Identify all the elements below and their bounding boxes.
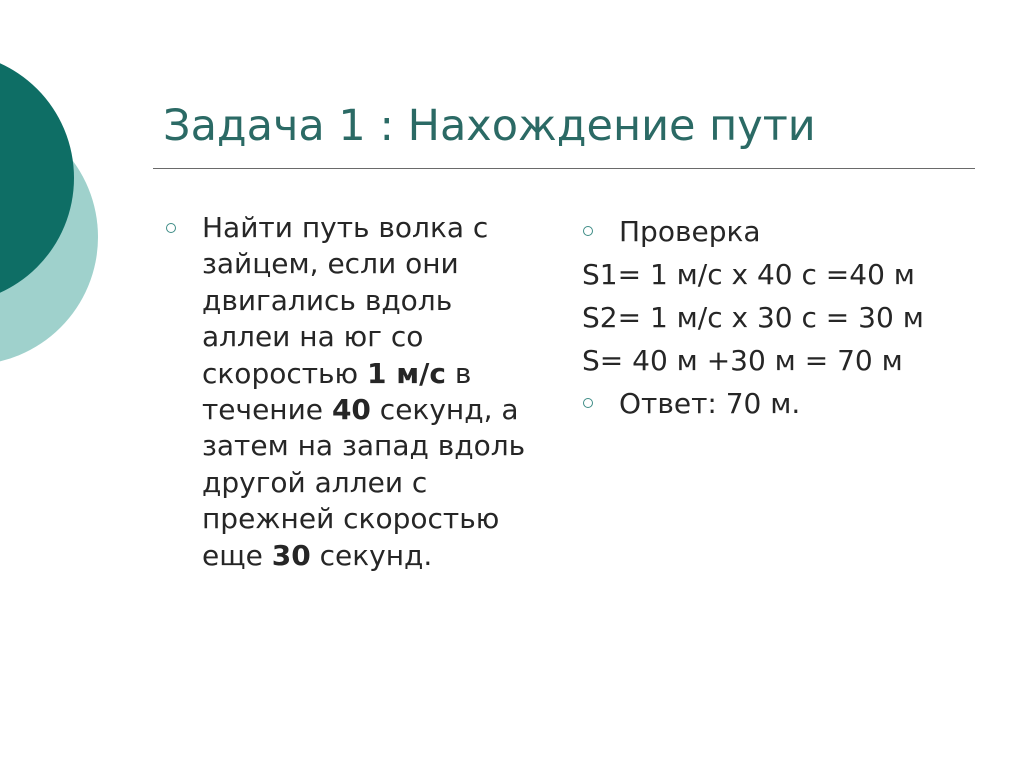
formula-s2: S2= 1 м/с х 30 с = 30 м [582,301,924,334]
check-heading [582,210,1002,253]
answer-text: Ответ: 70 м. [619,387,801,420]
slide-title: Задача 1 : Нахождение пути [163,101,816,151]
bullet-circle-icon [583,226,593,236]
problem-text-1: Найти путь волка с зайцем, если они двигались вдоль аллеи на юг со скоростью [202,211,489,390]
speed-value: 1 м/с [367,356,446,390]
problem-text-3: секунд, а затем на запад вдоль другой аллеи с прежней скоростью еще [202,393,526,572]
decorative-circles [0,0,140,420]
problem-column [165,210,545,574]
formula-s1: S1= 1 м/с х 40 с =40 м [582,258,915,291]
problem-statement [165,210,545,574]
answer-item [582,382,1002,425]
time-value-2: 30 [271,538,311,572]
bullet-circle-icon [166,223,176,233]
formula-total: S= 40 м +30 м = 70 м [582,344,903,377]
title-divider [153,168,975,169]
problem-text-4: секунд. [310,538,433,572]
check-label: Проверка [619,215,761,248]
check-column [582,210,1002,425]
bullet-circle-icon [583,398,593,408]
problem-text-2: в течение [202,356,472,427]
time-value-1: 40 [331,393,371,427]
